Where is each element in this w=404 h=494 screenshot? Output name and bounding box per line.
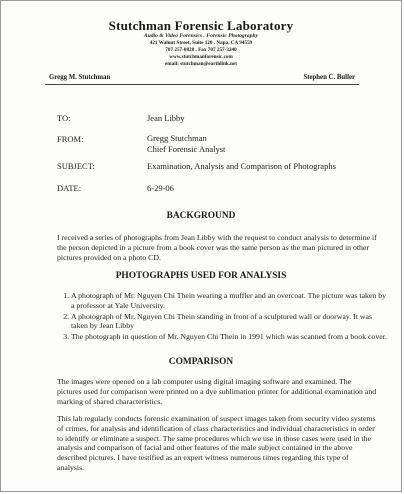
from-value	[147, 133, 225, 155]
subject-label: SUBJECT:	[57, 161, 95, 171]
comparison-paragraph-1: The images were opened on a lab computer using digital imaging software and examined. The pictures used for comparison were printed on a dye sublimation printer for additional examination and marking of shared characteristics.	[57, 377, 377, 406]
date-value: 6-29-06	[147, 183, 174, 193]
lab-website: www.stutchmanforensic.com	[169, 54, 233, 60]
background-paragraph: I received a series of photographs from Jean Libby with the request to conduct analysis to determine if the person depicted in a picture from a book cover was the same person as the man pictured in other pictures provided on a photo CD.	[57, 233, 377, 262]
list-item: 2. A photograph of Mr. Nguyen Chi Thein standing in front of a sculptured wall or doorway. It was taken by Jean Libby	[71, 312, 389, 332]
subject-value: Examination, Analysis and Comparison of Photographs	[147, 161, 336, 171]
comparison-paragraph-2: This lab regularly conducts forensic examination of suspect images taken from security video systems of crimes, for analysis and identification of class characteristics and individual characteristics in order to identify or eliminate a suspect. The same procedures which we use in those cases were used in the analysis and comparison of facial and other features of the male subject contained in the above described pictures. I have testified as an expert witness numerous times regarding this type of analysis.	[57, 414, 376, 472]
lab-address: 421 Walnut Street, Suite 120 . Napa, CA 94559	[149, 40, 253, 46]
from-name: Gregg Stutchman	[147, 133, 207, 143]
list-item: 3. The photograph in question of Mr. Nguyen Chi Thein in 1991 which was scanned from a book cover.	[71, 332, 389, 342]
letterhead-person-right: Stephen C. Buller	[303, 74, 355, 81]
photos-heading: PHOTOGRAPHS USED FOR ANALYSIS	[115, 271, 287, 281]
lab-email: email: stutchman@earthlink.net	[165, 61, 237, 67]
comparison-heading: COMPARISON	[168, 357, 234, 367]
lab-name: Stutchman Forensic Laboratory	[108, 18, 294, 33]
from-title: Chief Forensic Analyst	[147, 144, 226, 154]
lab-services: Audio & Video Forensics . Forensic Photography	[143, 33, 259, 39]
date-label: DATE:	[57, 183, 82, 193]
lab-phone: 707 257-0828 . Fax 707 257-3240	[165, 47, 237, 53]
to-label: TO:	[57, 113, 71, 123]
letterhead-divider	[45, 84, 359, 85]
list-item: 1. A photograph of Mr. Nguyen Chi Thein wearing a muffler and an overcoat. The picture was taken by a professor at Yale University.	[71, 291, 389, 311]
letterhead-person-left: Gregg M. Stutchman	[49, 74, 111, 81]
background-heading: BACKGROUND	[166, 211, 236, 221]
photos-list	[51, 291, 389, 343]
to-value: Jean Libby	[147, 113, 185, 123]
from-label: FROM:	[57, 134, 84, 144]
